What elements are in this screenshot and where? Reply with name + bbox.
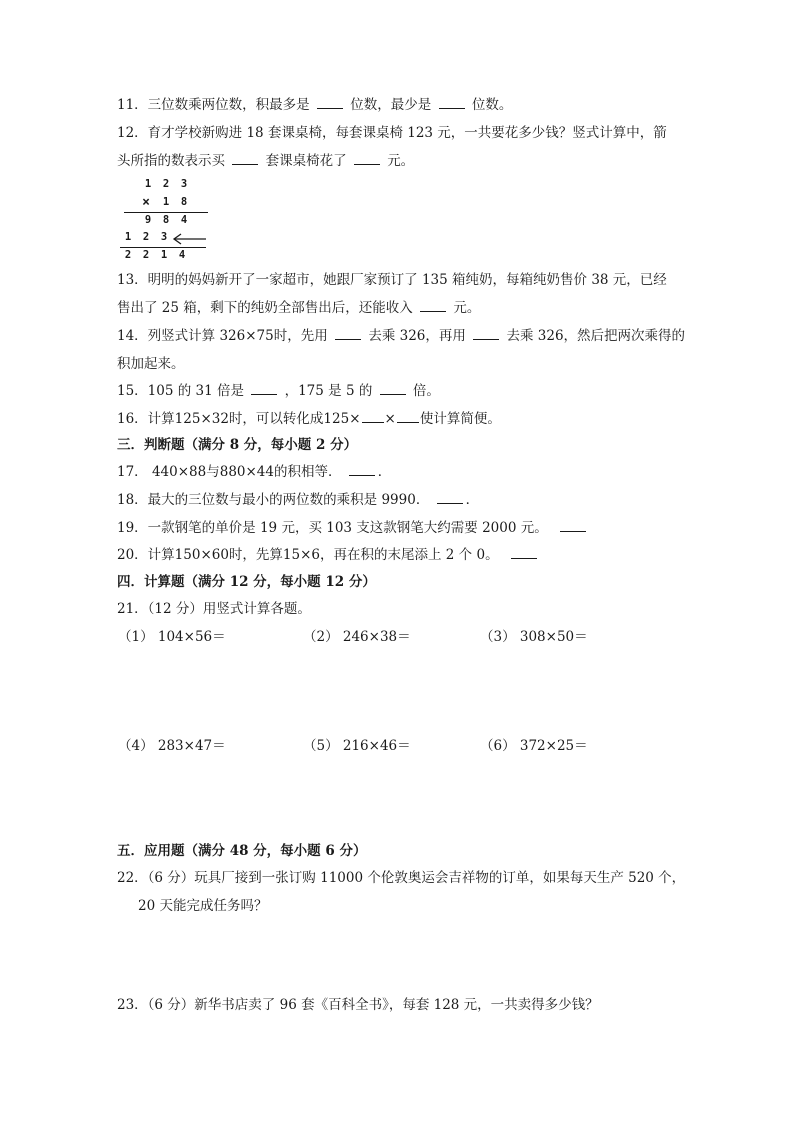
q13-text: 元。 — [453, 300, 481, 316]
question-13-line-2 — [117, 299, 480, 317]
q15-text: 倍。 — [412, 383, 440, 399]
answer-blank[interactable] — [380, 382, 406, 395]
vm-digit: 1 — [124, 231, 132, 243]
question-18 — [117, 491, 479, 509]
vm-digit: 9 — [144, 214, 152, 226]
calc-item-3: （3） 308×50＝ — [480, 629, 588, 645]
calc-item-6: （6） 372×25＝ — [480, 738, 588, 754]
q11-text: 位数。 — [471, 97, 513, 113]
question-22-line-1: 22．（6 分）玩具厂接到一张订购 11000 个伦敦奥运会吉祥物的订单，如果每天生产 520 个， — [117, 870, 686, 886]
answer-blank[interactable] — [349, 463, 375, 476]
question-14-line-1 — [117, 327, 685, 345]
question-16 — [117, 410, 501, 428]
answer-blank[interactable] — [437, 491, 463, 504]
calc-item-2: （2） 246×38＝ — [303, 629, 411, 645]
q12-text: 元。 — [387, 153, 415, 169]
vm-rule — [124, 212, 208, 213]
section-5-title: 五．应用题（满分 48 分，每小题 6 分） — [117, 843, 367, 859]
q20-text: 20．计算150×60时，先算15×6，再在积的末尾添上 2 个 0。 — [117, 547, 499, 563]
vm-digit: 2 — [124, 249, 132, 261]
q15-text: ，175 是 5 的 — [284, 383, 373, 399]
answer-blank[interactable] — [251, 382, 277, 395]
vm-digit: 8 — [162, 214, 170, 226]
question-19 — [117, 519, 589, 537]
answer-blank[interactable] — [362, 410, 384, 423]
calc-item-1: （1） 104×56＝ — [118, 629, 226, 645]
vm-digit: 1 — [160, 249, 168, 261]
section-3-title: 三．判断题（满分 8 分，每小题 2 分） — [117, 437, 358, 453]
question-12-line-1: 12．育才学校新购进 18 套课桌椅，每套课桌椅 123 元，一共要花多少钱？竖式计算中，箭 — [117, 125, 667, 141]
answer-blank[interactable] — [335, 327, 361, 340]
answer-blank[interactable] — [232, 152, 258, 165]
q13-text: 售出了 25 箱，剩下的纯奶全部售出后，还能收入 — [117, 300, 413, 316]
question-21-title: 21．（12 分）用竖式计算各题。 — [117, 601, 311, 617]
q16-text: 使计算简便。 — [419, 411, 501, 427]
answer-blank[interactable] — [354, 152, 380, 165]
question-22-line-2: 20 天能完成任务吗？ — [138, 898, 268, 914]
section-4-title: 四．计算题（满分 12 分，每小题 12 分） — [117, 574, 376, 590]
answer-blank[interactable] — [473, 327, 499, 340]
answer-blank[interactable] — [397, 410, 419, 423]
vm-digit: 1 — [144, 178, 152, 190]
q14-text: 去乘 326，然后把两次乘得的 — [506, 328, 686, 344]
vm-digit: 2 — [162, 178, 170, 190]
q14-text: 14．列竖式计算 326×75时，先用 — [117, 328, 328, 344]
vm-digit: 1 — [162, 196, 170, 208]
q17-text: ． — [377, 464, 392, 480]
q17-text: 17． 440×88与880×44的积相等． — [117, 464, 342, 480]
question-15 — [117, 382, 440, 400]
answer-blank[interactable] — [511, 546, 537, 559]
question-23: 23．（6 分）新华书店卖了 96 套《百科全书》，每套 128 元，一共卖得多少钱？ — [117, 997, 599, 1013]
q18-text: 18．最大的三位数与最小的两位数的乘积是 9990． — [117, 492, 430, 508]
vm-digit: 3 — [160, 231, 168, 243]
q16-text: × — [384, 411, 396, 427]
vertical-multiplication-figure — [118, 176, 218, 262]
vm-digit: 4 — [178, 249, 186, 261]
answer-blank[interactable] — [560, 519, 586, 532]
vm-digit: 8 — [180, 196, 188, 208]
vm-digit: 4 — [180, 214, 188, 226]
question-14-line-2: 积加起来。 — [117, 356, 185, 372]
question-11 — [117, 96, 512, 114]
question-13-line-1: 13．明明的妈妈新开了一家超市，她跟厂家预订了 135 箱纯奶，每箱纯奶售价 38 元，已经 — [117, 272, 667, 288]
calc-item-4: （4） 283×47＝ — [118, 738, 226, 754]
q18-text: ． — [465, 492, 480, 508]
question-12-line-2 — [117, 152, 414, 170]
q14-text: 去乘 326，再用 — [368, 328, 466, 344]
q19-text: 19．一款钢笔的单价是 19 元，买 103 支这款钢笔大约需要 2000 元。 — [117, 520, 548, 536]
answer-blank[interactable] — [420, 299, 446, 312]
vm-digit: 2 — [142, 249, 150, 261]
multiply-sign: × — [142, 195, 150, 210]
arrow-left-icon — [172, 233, 208, 245]
vm-digit: 3 — [180, 178, 188, 190]
question-17 — [117, 463, 391, 481]
vm-rule — [120, 247, 206, 248]
q11-text: 位数，最少是 — [350, 97, 432, 113]
question-20 — [117, 546, 540, 564]
vm-digit: 2 — [142, 231, 150, 243]
q15-text: 15．105 的 31 倍是 — [117, 383, 244, 399]
q11-text: 11．三位数乘两位数，积最多是 — [117, 97, 310, 113]
q12-text: 头所指的数表示买 — [117, 153, 225, 169]
answer-blank[interactable] — [317, 96, 343, 109]
q12-text: 套课桌椅花了 — [265, 153, 347, 169]
answer-blank[interactable] — [439, 96, 465, 109]
calc-item-5: （5） 216×46＝ — [303, 738, 411, 754]
q16-text: 16．计算125×32时，可以转化成125× — [117, 411, 361, 427]
